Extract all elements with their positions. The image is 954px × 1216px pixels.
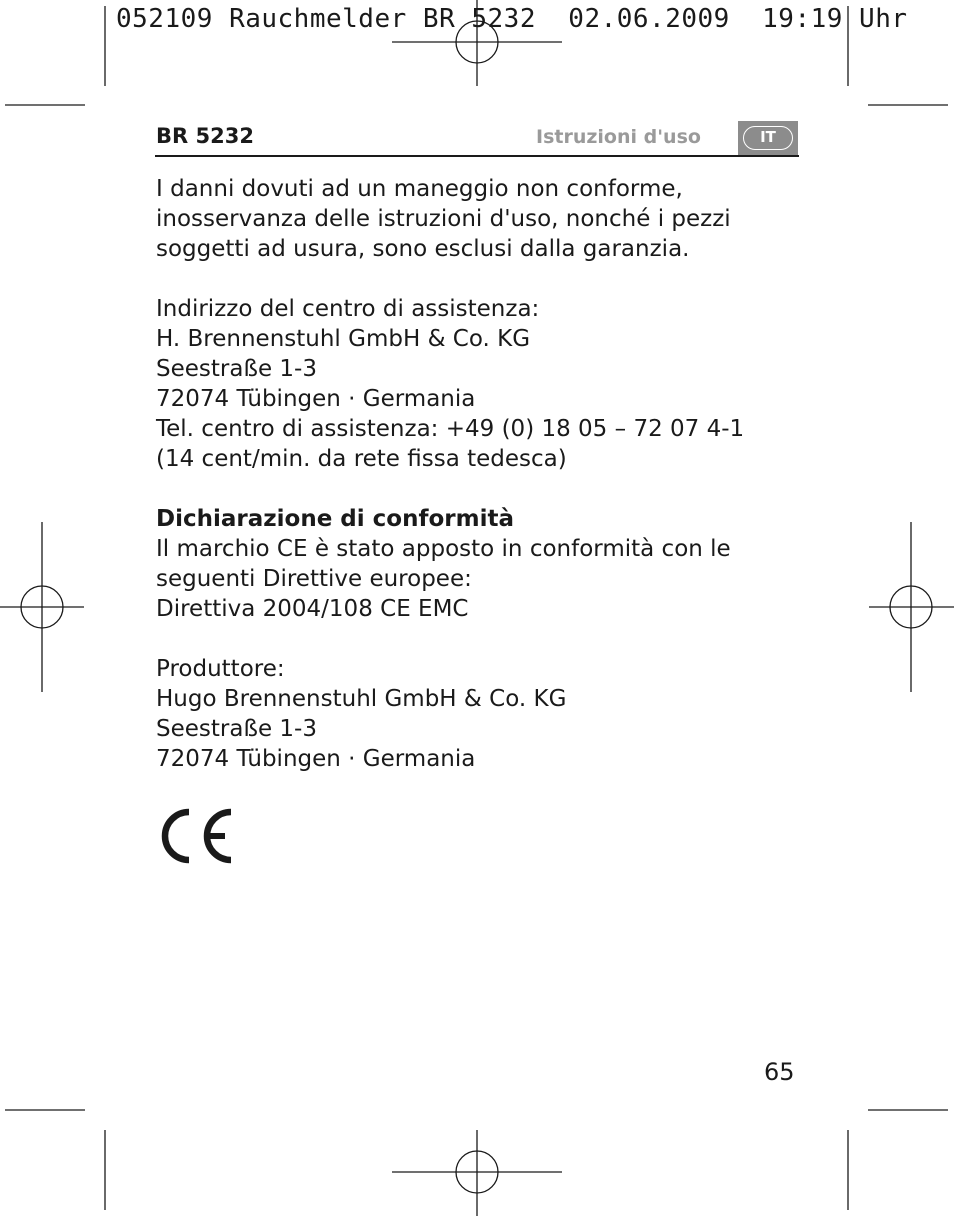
text-line: Produttore: xyxy=(156,656,285,682)
text-line: Il marchio CE è stato apposto in conformità con le xyxy=(156,536,731,562)
registration-mark-right xyxy=(869,522,954,692)
model-code: BR 5232 xyxy=(156,124,254,148)
warranty-paragraph xyxy=(156,174,806,264)
text-line: inosservanza delle istruzioni d'uso, nonché i pezzi xyxy=(156,206,731,232)
manufacturer-address xyxy=(156,654,806,774)
language-badge xyxy=(738,121,798,155)
text-line: Hugo Brennenstuhl GmbH & Co. KG xyxy=(156,686,567,712)
text-line: 72074 Tübingen · Germania xyxy=(156,746,476,772)
text-line: Indirizzo del centro di assistenza: xyxy=(156,296,540,322)
text-line: Seestraße 1-3 xyxy=(156,356,317,382)
section-title: Istruzioni d'uso xyxy=(536,126,701,148)
text-line: Tel. centro di assistenza: +49 (0) 18 05 – 72 07 4-1 xyxy=(156,416,745,442)
text-line: I danni dovuti ad un maneggio non conforme, xyxy=(156,176,683,202)
header-rule xyxy=(155,155,799,157)
conformity-section xyxy=(156,504,806,624)
registration-mark-left xyxy=(0,522,84,692)
registration-mark-bottom xyxy=(392,1130,562,1216)
print-slug: 052109 Rauchmelder BR 5232 02.06.2009 19:19 Uhr xyxy=(116,4,908,34)
text-line: Seestraße 1-3 xyxy=(156,716,317,742)
page-content xyxy=(156,174,806,804)
text-line: Direttiva 2004/108 CE EMC xyxy=(156,596,469,622)
page-number: 65 xyxy=(764,1058,795,1086)
text-line: H. Brennenstuhl GmbH & Co. KG xyxy=(156,326,531,352)
service-address xyxy=(156,294,806,474)
text-line: seguenti Direttive europee: xyxy=(156,566,472,592)
text-line: 72074 Tübingen · Germania xyxy=(156,386,476,412)
text-line: soggetti ad usura, sono esclusi dalla garanzia. xyxy=(156,236,690,262)
ce-mark-icon xyxy=(155,806,235,866)
conformity-heading: Dichiarazione di conformità xyxy=(156,506,514,532)
language-code: IT xyxy=(743,126,793,150)
text-line: (14 cent/min. da rete fissa tedesca) xyxy=(156,446,567,472)
registration-mark-top xyxy=(392,0,562,86)
